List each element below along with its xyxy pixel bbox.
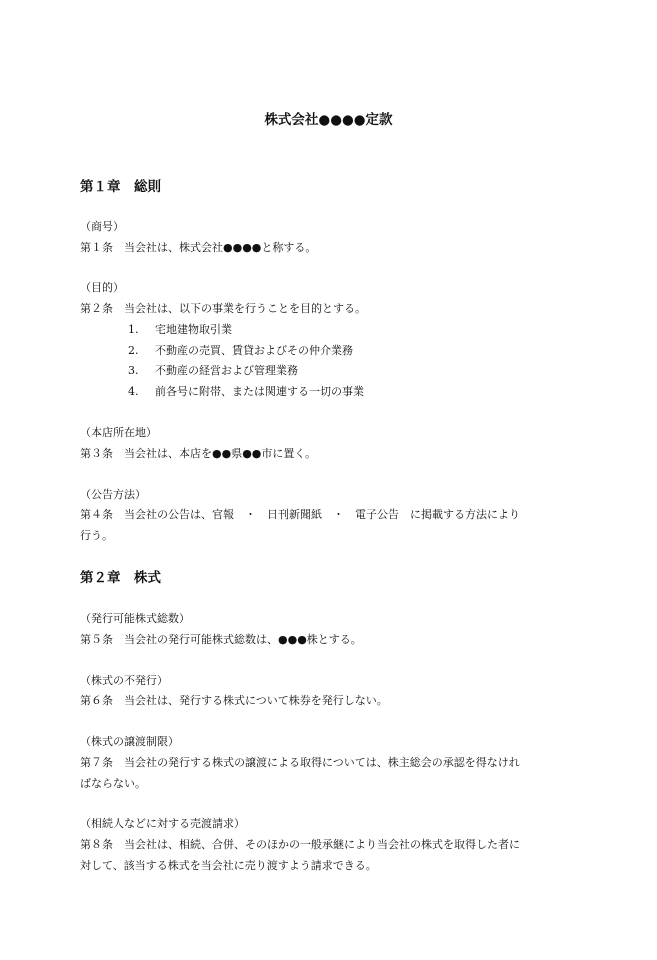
article-caption-8: （相続人などに対する売渡請求） bbox=[80, 817, 245, 830]
list-item-text: 不動産の経営および管理業務 bbox=[155, 364, 298, 377]
article-text-8-line2: 対して、該当する株式を当会社に売り渡すよう請求できる。 bbox=[80, 859, 377, 872]
list-item-number: 3. bbox=[128, 364, 139, 377]
document-title: 株式会社●●●●定款 bbox=[264, 112, 393, 128]
article-text-4-line1: 第４条 当会社の公告は、官報 ・ 日刊新聞紙 ・ 電子公告 に掲載する方法により bbox=[80, 508, 520, 521]
article-text-2: 第２条 当会社は、以下の事業を行うことを目的とする。 bbox=[80, 302, 366, 315]
article-text-7-line2: ばならない。 bbox=[80, 777, 146, 790]
article-text-4-line2: 行う。 bbox=[80, 529, 113, 542]
list-item-text: 前各号に附帯、または関連する一切の事業 bbox=[155, 385, 364, 398]
article-text-1: 第１条 当会社は、株式会社●●●●と称する。 bbox=[80, 241, 317, 254]
list-item-text: 不動産の売買、賃貸およびその仲介業務 bbox=[155, 344, 353, 357]
list-item-number: 1. bbox=[128, 323, 139, 336]
article-text-7-line1: 第７条 当会社の発行する株式の譲渡による取得については、株主総会の承認を得なけれ bbox=[80, 756, 520, 769]
article-text-8-line1: 第８条 当会社は、相続、合併、そのほかの一般承継により当会社の株式を取得した者に bbox=[80, 838, 520, 851]
chapter-heading-2: 第２章 株式 bbox=[80, 570, 161, 586]
article-text-5: 第５条 当会社の発行可能株式総数は、●●●株とする。 bbox=[80, 633, 362, 646]
list-item-text: 宅地建物取引業 bbox=[155, 323, 232, 336]
article-text-6: 第６条 当会社は、発行する株式について株券を発行しない。 bbox=[80, 694, 388, 707]
list-item-number: 4. bbox=[128, 385, 139, 398]
list-item-number: 2. bbox=[128, 344, 139, 357]
article-caption-5: （発行可能株式総数） bbox=[80, 612, 190, 625]
article-caption-3: （本店所在地） bbox=[80, 426, 157, 439]
article-caption-1: （商号） bbox=[80, 220, 124, 233]
article-caption-7: （株式の譲渡制限） bbox=[80, 735, 179, 748]
article-caption-2: （目的） bbox=[80, 281, 124, 294]
chapter-heading-1: 第１章 総則 bbox=[80, 179, 161, 195]
article-caption-6: （株式の不発行） bbox=[80, 674, 168, 687]
article-text-3: 第３条 当会社は、本店を●●県●●市に置く。 bbox=[80, 447, 317, 460]
article-caption-4: （公告方法） bbox=[80, 488, 146, 501]
